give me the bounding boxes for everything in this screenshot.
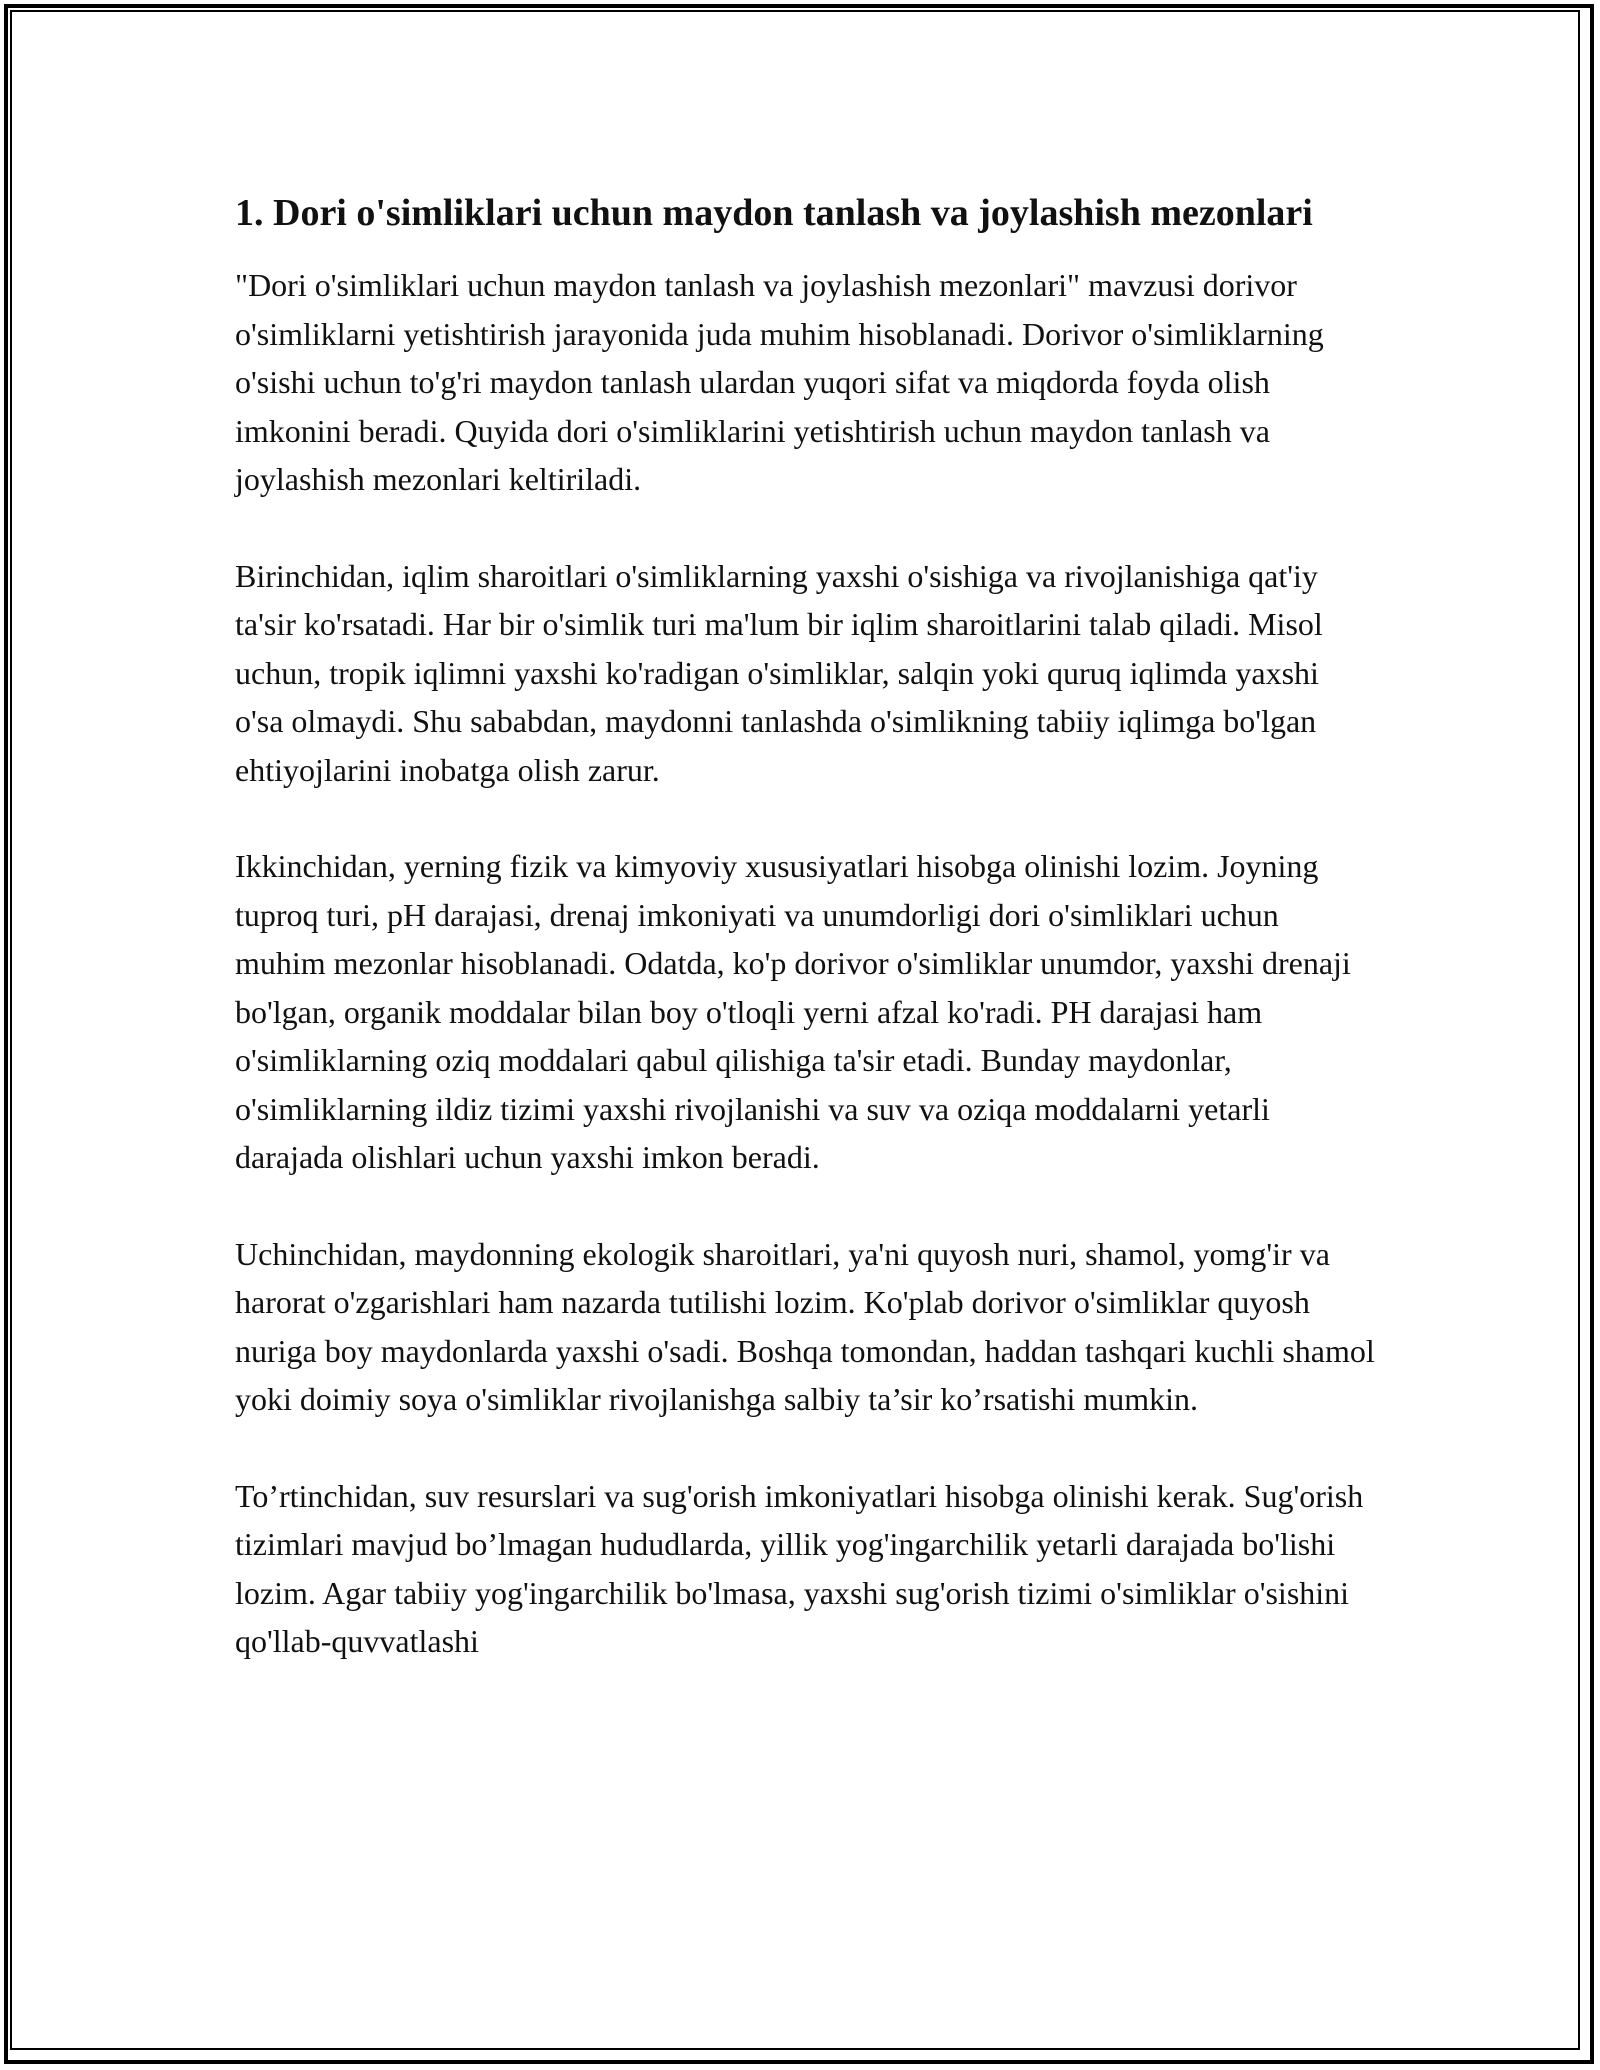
paragraph-climate: Birinchidan, iqlim sharoitlari o'simliklarning yaxshi o'sishiga va rivojlanishiga qat'iy ta'sir ko'rsatadi. Har bir o'simlik turi ma'lum bir iqlim sharoitlarini talab qiladi. Misol uchun, tropik iqlimni yaxshi ko'radigan o'simliklar, salqin yoki quruq iqlimda yaxshi o'sa olmaydi. Shu sababdan, maydonni tanlashda o'simlikning tabiiy iqlimga bo'lgan ehtiyojlarini inobatga olish zarur. xyxy=(235,557,1323,788)
paragraph-intro: "Dori o'simliklari uchun maydon tanlash va joylashish mezonlari" mavzusi dorivor o'simliklarni yetishtirish jarayonida juda muhim hisoblanadi. Dorivor o'simliklarning o'sishi uchun to'g'ri maydon tanlash ulardan yuqori sifat va miqdorda foyda olish imkonini beradi. Quyida dori o'simliklarini yetishtirish uchun maydon tanlash va joylashish mezonlari keltiriladi. xyxy=(235,267,1324,497)
paragraph-soil: Ikkinchidan, yerning fizik va kimyoviy xususiyatlari hisobga olinishi lozim. Joyning tuproq turi, pH darajasi, drenaj imkoniyati va unumdorligi dori o'simliklari uchun muhim mezonlar hisoblanadi. Odatda, ko'p dorivor o'simliklar unumdor, yaxshi drenaji bo'lgan, organik moddalar bilan boy o'tloqli yerni afzal ko'radi. PH darajasi ham o'simliklarning oziq moddalari qabul qilishiga ta'sir etadi. Bunday maydonlar, o'simliklarning ildiz tizimi yaxshi rivojlanishi va suv va oziqa moddalarni yetarli darajada olishlari uchun yaxshi imkon beradi. xyxy=(235,848,1351,1175)
document-body xyxy=(235,185,1375,1666)
paragraph-ecology: Uchinchidan, maydonning ekologik sharoitlari, ya'ni quyosh nuri, shamol, yomg'ir va harorat o'zgarishlari ham nazarda tutilishi lozim. Ko'plab dorivor o'simliklar quyosh nuriga boy maydonlarda yaxshi o'sadi. Boshqa tomondan, haddan tashqari kuchli shamol yoki doimiy soya o'simliklar rivojlanishga salbiy ta’sir ko’rsatishi mumkin. xyxy=(235,1235,1375,1417)
paragraph-water: To’rtinchidan, suv resurslari va sug'orish imkoniyatlari hisobga olinishi kerak. Sug'orish tizimlari mavjud bo’lmagan hududlarda, yillik yog'ingarchilik yetarli darajada bo'lishi lozim. Agar tabiiy yog'ingarchilik bo'lmasa, yaxshi sug'orish tizimi o'simliklar o'sishini qo'llab-quvvatlashi xyxy=(235,1477,1364,1659)
section-heading: 1. Dori o'simliklari uchun maydon tanlash va joylashish mezonlari xyxy=(235,192,1313,234)
